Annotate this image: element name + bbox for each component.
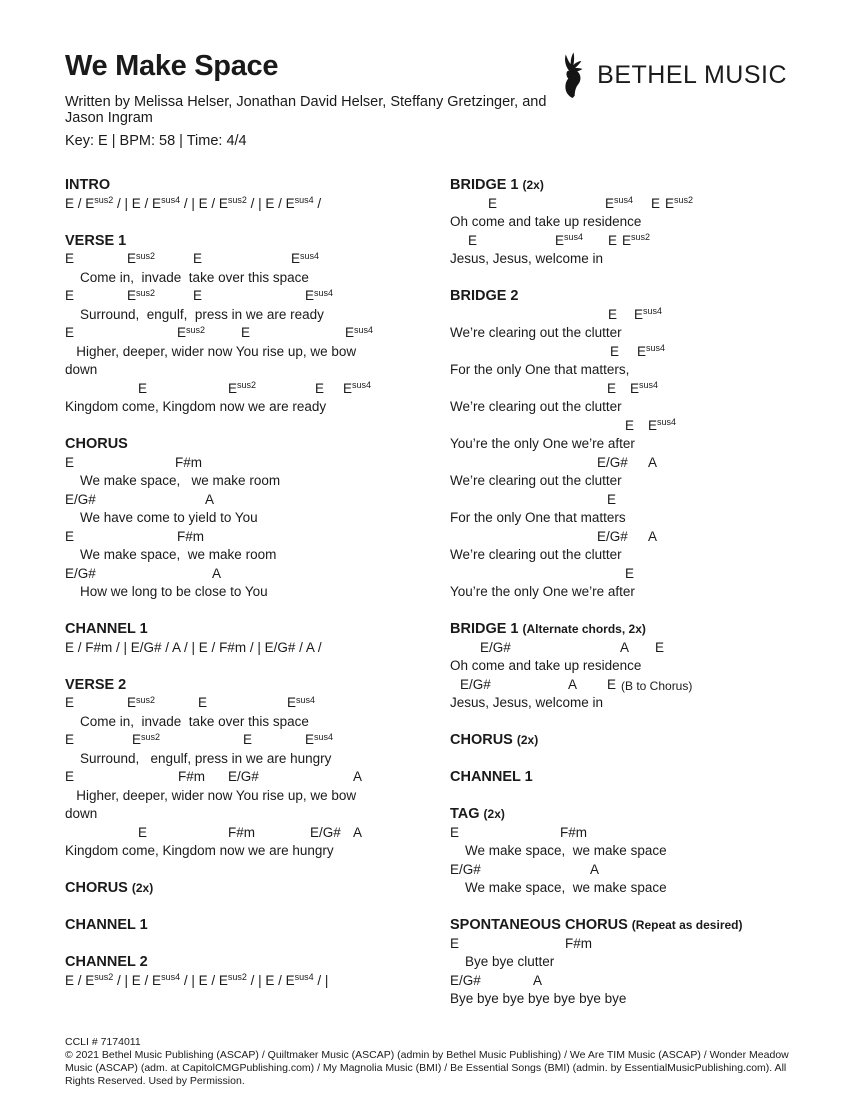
song-section bbox=[65, 176, 450, 213]
chord: E bbox=[241, 325, 251, 340]
chord-superscript: sus4 bbox=[352, 380, 372, 390]
chord-row bbox=[450, 343, 815, 362]
lyric-line: Come in, invade take over this space bbox=[65, 269, 309, 285]
chord: A bbox=[648, 528, 658, 544]
chord: E bbox=[655, 639, 665, 655]
chord: $E^{sus2}$ bbox=[622, 232, 651, 248]
chord-superscript: sus4 bbox=[646, 343, 666, 353]
lyric-line: We’re clearing out the clutter bbox=[450, 473, 622, 488]
footer bbox=[65, 1036, 807, 1088]
chord-superscript: sus2 bbox=[674, 195, 694, 205]
lyric-line: How we long to be close to You bbox=[65, 584, 268, 599]
chord-row bbox=[65, 565, 450, 584]
chord: $E^{sus4}$ bbox=[555, 232, 584, 248]
chord: A bbox=[212, 565, 222, 581]
lyric-line: We make space, we make space bbox=[450, 880, 667, 895]
section-label: CHORUS bbox=[65, 436, 128, 452]
song-section bbox=[450, 620, 815, 713]
chord: F#m bbox=[228, 824, 255, 840]
chord: E/G# bbox=[65, 491, 96, 507]
lyric-line: Bye bye bye bye bye bye bye bbox=[450, 991, 627, 1006]
chord-row bbox=[65, 528, 450, 547]
chord: E bbox=[65, 325, 75, 340]
chord-superscript: sus4 bbox=[614, 195, 634, 205]
section-label: CHORUS (2x) bbox=[450, 732, 539, 748]
chord: E/G# bbox=[597, 528, 628, 544]
song-section bbox=[450, 176, 815, 269]
chord-row bbox=[450, 676, 815, 695]
chord-superscript: sus2 bbox=[237, 380, 257, 390]
chord: E bbox=[488, 195, 498, 211]
chord: A bbox=[353, 824, 363, 840]
chord: A bbox=[568, 676, 578, 692]
chord-bar-line: E / $E^{sus2}$ / | E / $E^{sus4}$ / | E / $E^{sus2}$ / | E / $E^{sus4}$ / | bbox=[65, 972, 329, 988]
song-section bbox=[65, 916, 450, 935]
chord-superscript: sus2 bbox=[94, 195, 114, 205]
chord: A bbox=[533, 972, 543, 988]
chart-columns bbox=[65, 176, 815, 1027]
song-section bbox=[450, 287, 815, 602]
section-qualifier: (2x) bbox=[516, 733, 539, 747]
chord-superscript: sus4 bbox=[564, 232, 584, 242]
chord: E bbox=[625, 417, 635, 433]
chord-row bbox=[450, 528, 815, 547]
chord: F#m bbox=[178, 769, 205, 784]
chord-row bbox=[450, 639, 815, 658]
lyric-line: We’re clearing out the clutter bbox=[450, 547, 622, 562]
section-qualifier: (Repeat as desired) bbox=[631, 918, 743, 932]
chord: E bbox=[198, 695, 208, 710]
chord: $E^{sus4}$ bbox=[345, 324, 374, 340]
section-label: VERSE 1 bbox=[65, 232, 127, 249]
section-label: CHANNEL 1 bbox=[65, 621, 148, 637]
lyric-line: Oh come and take up residence bbox=[450, 214, 642, 229]
chord: A bbox=[648, 454, 658, 470]
chord-row bbox=[65, 731, 450, 750]
chord: $E^{sus2}$ bbox=[127, 694, 156, 710]
chord: $E^{sus2}$ bbox=[127, 250, 156, 266]
chord: F#m bbox=[565, 935, 592, 951]
chord: E bbox=[243, 732, 253, 747]
song-section bbox=[450, 768, 815, 787]
song-section bbox=[65, 232, 450, 417]
chord: E bbox=[138, 380, 148, 396]
song-section bbox=[65, 879, 450, 898]
chord-superscript: sus2 bbox=[136, 287, 156, 298]
chord-row bbox=[450, 380, 815, 399]
chord-row bbox=[450, 195, 815, 214]
section-qualifier: (Alternate chords, 2x) bbox=[522, 622, 646, 636]
chord: A bbox=[205, 491, 215, 507]
chord: A bbox=[620, 639, 630, 655]
section-qualifier: (2x) bbox=[522, 178, 544, 192]
chord: E bbox=[625, 565, 635, 581]
chord-superscript: sus4 bbox=[314, 731, 334, 742]
chord: $E^{sus2}$ bbox=[665, 195, 694, 211]
chord: F#m bbox=[560, 824, 587, 840]
lyric-line: We make space, we make room bbox=[65, 547, 277, 562]
chord: E/G# bbox=[597, 454, 628, 470]
chord: E bbox=[65, 454, 75, 470]
chord: E/G# bbox=[310, 824, 341, 840]
chord-superscript: sus4 bbox=[643, 306, 663, 316]
section-label: INTRO bbox=[65, 177, 111, 193]
section-label: CHORUS (2x) bbox=[65, 880, 154, 896]
chord-row bbox=[450, 232, 815, 251]
section-label: BRIDGE 2 bbox=[450, 288, 519, 304]
chord-superscript: sus2 bbox=[94, 972, 114, 982]
section-qualifier: (2x) bbox=[131, 881, 154, 895]
lyric-line: You’re the only One we’re after bbox=[450, 436, 635, 451]
chord: E bbox=[315, 380, 325, 396]
chord-row bbox=[65, 491, 450, 510]
song-section bbox=[65, 435, 450, 602]
song-section bbox=[65, 676, 450, 861]
chord: $E^{sus4}$ bbox=[605, 195, 634, 211]
chord: A bbox=[353, 769, 363, 784]
chord-annotation: (B to Chorus) bbox=[621, 678, 693, 693]
chord-row bbox=[450, 861, 815, 880]
chord-superscript: sus4 bbox=[354, 324, 374, 335]
chord: $E^{sus2}$ bbox=[132, 731, 161, 747]
chord: E bbox=[193, 288, 203, 303]
chord-row bbox=[450, 935, 815, 954]
column-left bbox=[65, 176, 450, 1027]
song-meta: Key: E | BPM: 58 | Time: 4/4 bbox=[65, 133, 247, 149]
lyric-line: down bbox=[65, 806, 98, 821]
chord: E bbox=[65, 288, 75, 303]
section-label: CHANNEL 2 bbox=[65, 954, 148, 970]
bethel-music-logo bbox=[556, 50, 787, 98]
chord: E bbox=[468, 232, 478, 248]
chord: E bbox=[450, 824, 460, 840]
lyric-line: We make space, we make space bbox=[450, 843, 667, 858]
lyric-line: Surround, engulf, press in we are hungry bbox=[65, 750, 332, 766]
chord: E/G# bbox=[228, 769, 259, 784]
chord-row bbox=[65, 287, 450, 306]
chord: E/G# bbox=[480, 639, 511, 655]
chord-superscript: sus2 bbox=[227, 195, 247, 205]
lyric-line: For the only One that matters, bbox=[450, 362, 630, 377]
lyric-line: Surround, engulf, press in we are ready bbox=[65, 306, 324, 322]
section-label: CHANNEL 1 bbox=[65, 917, 148, 933]
chord-superscript: sus4 bbox=[300, 250, 320, 261]
chord-row bbox=[450, 306, 815, 325]
chord-superscript: sus4 bbox=[657, 417, 677, 427]
section-label: TAG (2x) bbox=[450, 806, 505, 822]
chord-row bbox=[65, 824, 450, 843]
chord: E bbox=[651, 195, 661, 211]
chord: E bbox=[608, 306, 618, 322]
chord-row bbox=[65, 768, 450, 787]
chord: $E^{sus4}$ bbox=[630, 380, 659, 396]
lyric-line: For the only One that matters bbox=[450, 510, 626, 525]
section-label: CHANNEL 1 bbox=[450, 769, 533, 785]
chord-bar-line: E / F#m / | E/G# / A / | E / F#m / | E/G# / A / bbox=[65, 639, 322, 655]
song-section bbox=[450, 916, 815, 1009]
chord: F#m bbox=[175, 454, 202, 470]
chord: $E^{sus2}$ bbox=[177, 324, 206, 340]
chord: E bbox=[138, 824, 148, 840]
section-label: BRIDGE 1 (Alternate chords, 2x) bbox=[450, 621, 646, 637]
lyric-line: Kingdom come, Kingdom now we are hungry bbox=[65, 843, 334, 858]
chord-superscript: sus2 bbox=[227, 972, 247, 982]
writers-line: Written by Melissa Helser, Jonathan David Helser, Steffany Gretzinger, and Jason Ingram bbox=[65, 94, 547, 126]
chord-row bbox=[450, 972, 815, 991]
chord: E/G# bbox=[450, 972, 481, 988]
chord: $E^{sus4}$ bbox=[287, 694, 316, 710]
chord: E bbox=[65, 251, 75, 266]
lyric-line: Jesus, Jesus, welcome in bbox=[450, 251, 604, 266]
chord-superscript: sus2 bbox=[141, 731, 161, 742]
chord: E/G# bbox=[450, 861, 481, 877]
deer-antlers-icon bbox=[556, 52, 590, 98]
chord-superscript: sus4 bbox=[294, 195, 314, 205]
section-label: VERSE 2 bbox=[65, 676, 127, 693]
lyric-line: Oh come and take up residence bbox=[450, 658, 642, 673]
chord: $E^{sus4}$ bbox=[634, 306, 663, 322]
chord: $E^{sus2}$ bbox=[228, 380, 257, 396]
chord-superscript: sus2 bbox=[136, 250, 156, 261]
chord-row bbox=[450, 454, 815, 473]
chord: F#m bbox=[177, 528, 204, 544]
song-section bbox=[450, 805, 815, 898]
logo-text: BETHEL MUSIC bbox=[597, 60, 787, 89]
song-section bbox=[65, 620, 450, 657]
song-section bbox=[450, 731, 815, 750]
chord: E bbox=[65, 732, 75, 747]
page-title: We Make Space bbox=[65, 50, 279, 82]
lyric-line: Kingdom come, Kingdom now we are ready bbox=[65, 399, 327, 414]
chord: E bbox=[610, 343, 620, 359]
lyric-line: down bbox=[65, 362, 98, 377]
chord-row bbox=[450, 565, 815, 584]
chord-row bbox=[450, 417, 815, 436]
chord: E bbox=[608, 232, 618, 248]
lyric-line: We make space, we make room bbox=[65, 473, 281, 488]
song-section bbox=[65, 953, 450, 990]
chord-superscript: sus4 bbox=[161, 195, 181, 205]
lyric-line: Come in, invade take over this space bbox=[65, 713, 309, 729]
chord-row bbox=[450, 824, 815, 843]
chord: E bbox=[65, 769, 75, 784]
chord: E bbox=[607, 380, 617, 396]
chord: $E^{sus4}$ bbox=[637, 343, 666, 359]
chord: $E^{sus4}$ bbox=[305, 731, 334, 747]
chord: $E^{sus4}$ bbox=[291, 250, 320, 266]
chord-row bbox=[65, 694, 450, 713]
chord: A bbox=[590, 861, 600, 877]
chord-superscript: sus4 bbox=[161, 972, 181, 982]
chord: E bbox=[65, 528, 75, 544]
lyric-line: Jesus, Jesus, welcome in bbox=[450, 695, 604, 710]
copyright-text: © 2021 Bethel Music Publishing (ASCAP) / Quiltmaker Music (ASCAP) (admin by Bethel Music Publishing) / We Are TIM Music (ASCAP) / Wonder Meadow Music (ASCAP) (adm. at CapitolCMGPublishing.com) / My Magnolia Music (BMI) / Be Essential Songs (BMI) (admin. by EssentialMusicPublishing.com). All Rights Reserved. Used by Permission. bbox=[65, 1049, 789, 1087]
chord-superscript: sus2 bbox=[186, 324, 206, 335]
section-qualifier: (2x) bbox=[483, 807, 505, 821]
lyric-line: We have come to yield to You bbox=[65, 510, 258, 525]
chord-row bbox=[65, 324, 450, 343]
chord: E bbox=[607, 676, 617, 692]
ccli-number: CCLI # 7174011 bbox=[65, 1036, 141, 1048]
chord: E/G# bbox=[65, 565, 96, 581]
lyric-line: Higher, deeper, wider now You rise up, we bow bbox=[65, 787, 357, 803]
chord: E bbox=[65, 695, 75, 710]
lyric-line: Higher, deeper, wider now You rise up, we bow bbox=[65, 343, 357, 359]
chord-row bbox=[65, 380, 450, 399]
chord-bar-line: E / $E^{sus2}$ / | E / $E^{sus4}$ / | E / $E^{sus2}$ / | E / $E^{sus4}$ / bbox=[65, 195, 322, 211]
chord-superscript: sus2 bbox=[631, 232, 651, 242]
lyric-line: We’re clearing out the clutter bbox=[450, 399, 622, 414]
chord: E bbox=[450, 935, 460, 951]
chord-superscript: sus2 bbox=[136, 694, 156, 705]
lyric-line: You’re the only One we’re after bbox=[450, 584, 635, 599]
header bbox=[65, 50, 815, 149]
lyric-line: We’re clearing out the clutter bbox=[450, 325, 622, 340]
chord-superscript: sus4 bbox=[314, 287, 334, 298]
lyric-line: Bye bye clutter bbox=[450, 954, 555, 969]
section-label: SPONTANEOUS CHORUS (Repeat as desired) bbox=[450, 917, 743, 933]
chord-superscript: sus4 bbox=[639, 380, 659, 390]
chord: $E^{sus4}$ bbox=[648, 417, 677, 433]
section-label: BRIDGE 1 (2x) bbox=[450, 177, 544, 193]
chord: $E^{sus4}$ bbox=[305, 287, 334, 303]
chord-superscript: sus4 bbox=[296, 694, 316, 705]
chord-row bbox=[65, 454, 450, 473]
chord: E bbox=[607, 491, 617, 507]
chord-row bbox=[450, 491, 815, 510]
chord: $E^{sus4}$ bbox=[343, 380, 372, 396]
chord: $E^{sus2}$ bbox=[127, 287, 156, 303]
chord-superscript: sus4 bbox=[294, 972, 314, 982]
chord: E/G# bbox=[460, 676, 491, 692]
chord: E bbox=[193, 251, 203, 266]
chord-row bbox=[65, 250, 450, 269]
title-block bbox=[65, 50, 556, 149]
column-right bbox=[450, 176, 815, 1027]
